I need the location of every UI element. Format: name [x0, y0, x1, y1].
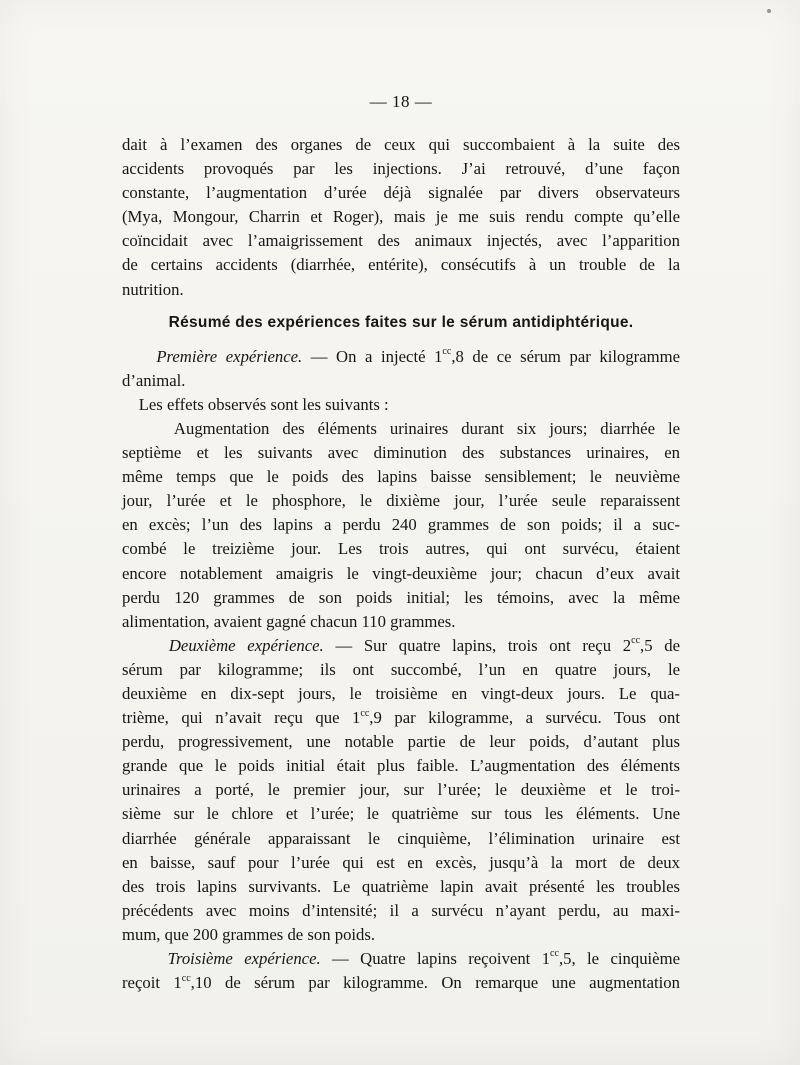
text-run: Les effets observés sont les suivants :: [138, 394, 389, 414]
experiment-label: Deuxième expérience.: [168, 635, 324, 655]
text-run: trième, qui n’avait reçu que 1: [122, 708, 361, 728]
text-line: septième et les suivants avec diminution des substances urinaires, en: [122, 443, 680, 463]
text-line: [122, 706, 680, 730]
text-line: [122, 417, 680, 441]
unit-superscript: cc: [631, 635, 641, 647]
ink-speck: [767, 9, 771, 13]
text-line: [122, 634, 680, 658]
text-run: — On a injecté 1: [302, 346, 443, 366]
paragraph-intro: [122, 133, 680, 302]
text-run: reçoit 1: [122, 973, 182, 993]
page-number: — 18 —: [369, 92, 433, 111]
text-run: ,9 par kilogramme, a survécu. Tous ont: [369, 708, 680, 728]
text-line: de certains accidents (diarrhée, entérite), consécutifs à un trouble de la: [122, 255, 680, 275]
unit-superscript: cc: [550, 948, 559, 960]
text-line: jour, l’urée et le phosphore, le dixième jour, l’urée seule reparaissent: [122, 491, 680, 511]
text-run: ,10 de sérum par kilogramme. On remarque une augmentation: [190, 973, 680, 993]
experiment-label: Troisième expérience.: [167, 949, 321, 968]
text-line: d’animal.: [122, 370, 186, 390]
experiment-label: Première expérience.: [156, 346, 303, 366]
text-line: alimentation, avaient gagné chacun 110 grammes.: [122, 611, 456, 631]
text-line: précédents avec moins d’intensité; il a survécu n’ayant perdu, au maxi-: [122, 900, 680, 920]
text-run: ,5 de: [640, 635, 680, 655]
page-text: [122, 90, 680, 995]
text-line: dait à l’examen des organes de ceux qui succombaient à la suite des: [122, 135, 680, 154]
unit-superscript: cc: [181, 972, 191, 984]
text-line: encore notablement amaigris le vingt-deuxième jour; chacun d’eux avait: [122, 563, 680, 583]
text-line: [122, 971, 680, 995]
unit-superscript: cc: [442, 346, 452, 358]
text-run: ,8 de ce sérum par kilogramme: [451, 346, 681, 366]
text-line: accidents provoqués par les injections. J’ai retrouvé, d’une façon: [122, 159, 680, 179]
text-line: [122, 345, 680, 369]
text-line: [122, 393, 680, 417]
text-line: sième sur le chlore et l’urée; le quatrième sur tous les éléments. Une: [122, 804, 680, 824]
experiment-2: [122, 634, 680, 947]
section-heading: Résumé des expériences faites sur le sérum antidiphtérique.: [168, 313, 634, 331]
text-line: grande que le poids initial était plus faible. L’augmentation des éléments: [122, 756, 680, 776]
text-line: même temps que le poids des lapins baisse sensiblement; le neuvième: [122, 467, 680, 487]
text-line: [122, 947, 680, 971]
text-line: combé le treizième jour. Les trois autres, qui ont survécu, étaient: [122, 539, 680, 559]
text-line: sérum par kilogramme; ils ont succombé, l’un en quatre jours, le: [122, 659, 680, 679]
text-line: constante, l’augmentation d’urée déjà signalée par divers observateurs: [122, 183, 680, 203]
experiment-1: [122, 345, 680, 634]
text-run: — Sur quatre lapins, trois ont reçu 2: [323, 635, 632, 655]
text-line: mum, que 200 grammes de son poids.: [122, 924, 376, 944]
text-run: — Quatre lapins reçoivent 1: [320, 949, 551, 968]
text-line: diarrhée générale apparaissant le cinquième, l’élimination urinaire est: [122, 828, 680, 848]
text-line: des trois lapins survivants. Le quatrième lapin avait présenté les troubles: [122, 876, 680, 896]
text-line: en baisse, sauf pour l’urée qui est en excès, jusqu’à la mort de deux: [122, 852, 680, 872]
text-run: Augmentation des éléments urinaires durant six jours; diarrhée le: [173, 418, 680, 438]
text-line: deuxième en dix-sept jours, le troisième en vingt-deux jours. Le qua-: [122, 683, 680, 703]
text-line: urinaires a porté, le premier jour, sur l’urée; le deuxième et le troi-: [122, 780, 680, 800]
text-run: ,5, le cinquième: [558, 949, 680, 968]
text-line: coïncidait avec l’amaigrissement des animaux injectés, avec l’apparition: [122, 231, 680, 251]
text-line: perdu 120 grammes de son poids initial; les témoins, avec la même: [122, 587, 680, 607]
unit-superscript: cc: [360, 707, 370, 719]
text-line: nutrition.: [122, 279, 184, 299]
text-line: perdu, progressivement, une notable partie de leur poids, d’autant plus: [122, 732, 680, 752]
experiment-3: [122, 947, 680, 995]
text-line: (Mya, Mongour, Charrin et Roger), mais je me suis rendu compte qu’elle: [122, 207, 680, 227]
text-line: en excès; l’un des lapins a perdu 240 grammes de son poids; il a suc-: [122, 515, 680, 535]
